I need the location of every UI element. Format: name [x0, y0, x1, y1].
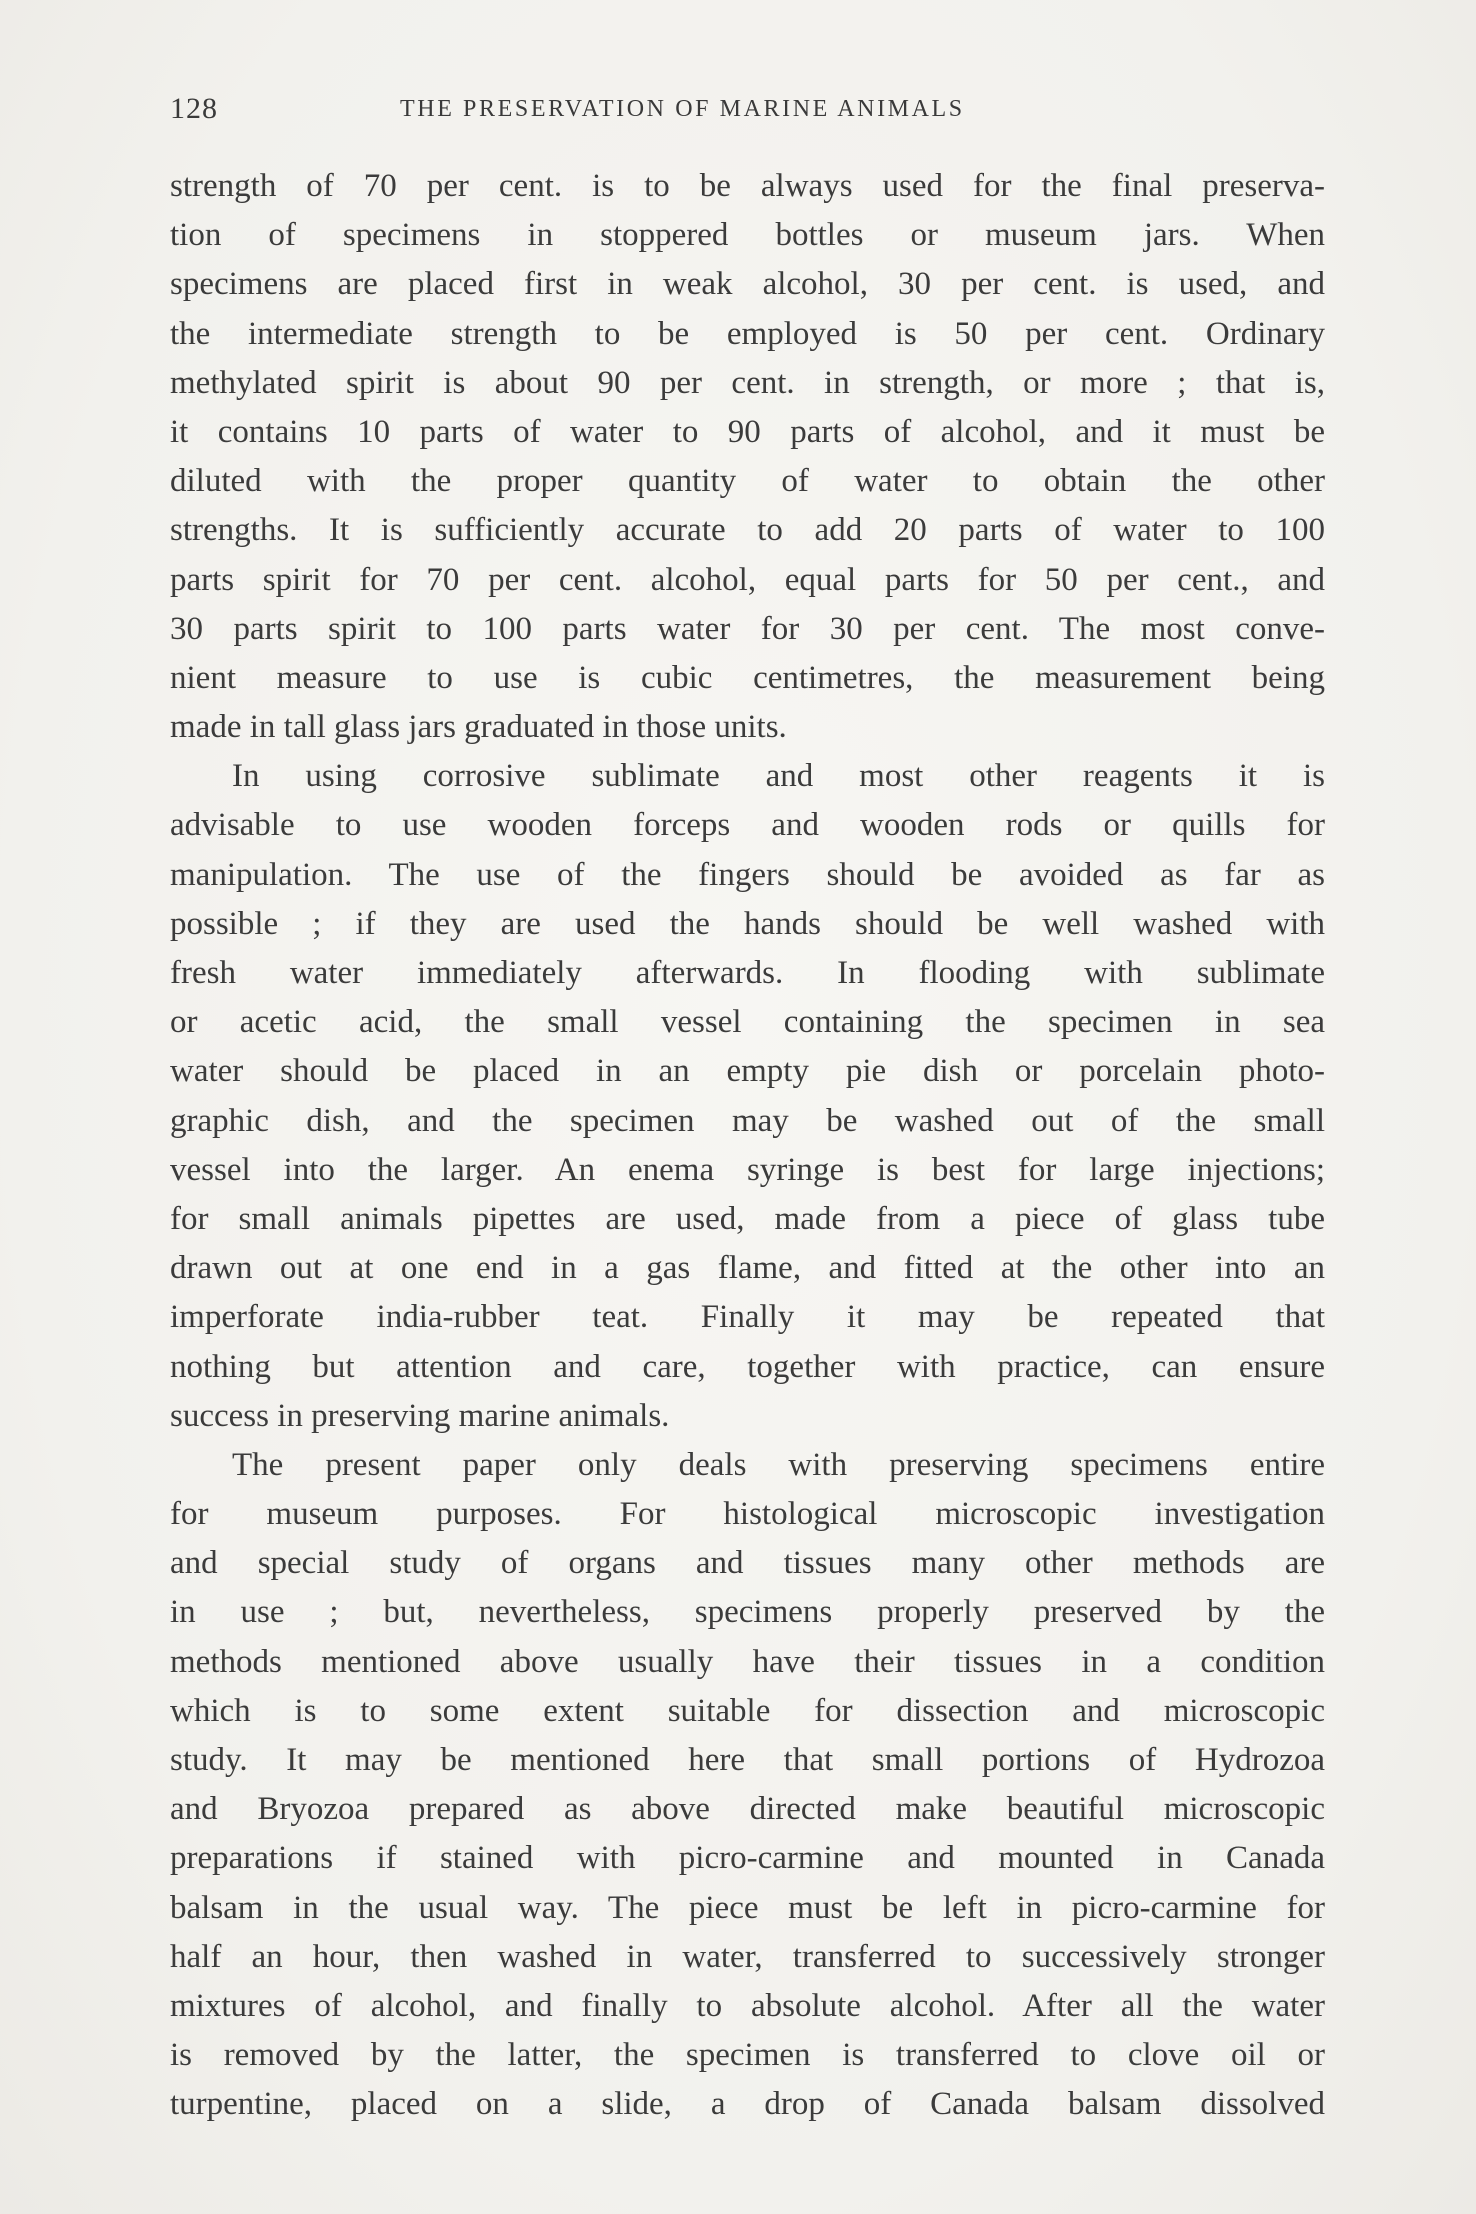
text-line: or acetic acid, the small vessel containing the specimen in sea — [170, 1004, 1325, 1041]
text-line: drawn out at one end in a gas flame, and fitted at the other into an — [170, 1250, 1325, 1287]
text-line: preparations if stained with picro-carmine and mounted in Canada — [170, 1840, 1325, 1877]
text-line: in use ; but, nevertheless, specimens properly preserved by the — [170, 1594, 1325, 1631]
text-line: methods mentioned above usually have their tissues in a condition — [170, 1643, 1325, 1680]
text-line: strengths. It is sufficiently accurate to add 20 parts of water to 100 — [170, 512, 1325, 549]
text-line: imperforate india-rubber teat. Finally it may be repeated that — [170, 1299, 1325, 1336]
paragraph-end-line: success in preserving marine animals. — [170, 1397, 670, 1434]
text-line: which is to some extent suitable for dissection and microscopic — [170, 1692, 1325, 1729]
text-line: advisable to use wooden forceps and wooden rods or quills for — [170, 807, 1325, 844]
text-line: specimens are placed first in weak alcohol, 30 per cent. is used, and — [170, 266, 1325, 303]
text-line: water should be placed in an empty pie dish or porcelain photo- — [170, 1053, 1325, 1090]
body-text — [170, 162, 1325, 2130]
text-line: 30 parts spirit to 100 parts water for 30 per cent. The most conve- — [170, 610, 1325, 647]
text-line: study. It may be mentioned here that small portions of Hydrozoa — [170, 1742, 1325, 1778]
text-line: the intermediate strength to be employed is 50 per cent. Ordinary — [170, 315, 1325, 352]
text-line: for small animals pipettes are used, made from a piece of glass tube — [170, 1200, 1325, 1237]
page-number: 128 — [170, 92, 218, 125]
text-line: is removed by the latter, the specimen is transferred to clove oil or — [170, 2037, 1325, 2074]
text-line: strength of 70 per cent. is to be always used for the final preserva- — [170, 168, 1325, 204]
text-line: graphic dish, and the specimen may be washed out of the small — [170, 1102, 1325, 1139]
text-line: manipulation. The use of the fingers should be avoided as far as — [170, 856, 1325, 893]
text-line: parts spirit for 70 per cent. alcohol, equal parts for 50 per cent., and — [170, 561, 1325, 598]
text-line: nothing but attention and care, together with practice, can ensure — [170, 1348, 1325, 1385]
text-line: and Bryozoa prepared as above directed make beautiful microscopic — [170, 1791, 1325, 1828]
page-header — [170, 92, 1330, 132]
paragraph-start-line: The present paper only deals with preserving specimens entire — [232, 1446, 1325, 1483]
text-line: it contains 10 parts of water to 90 parts of alcohol, and it must be — [170, 413, 1325, 450]
text-line: and special study of organs and tissues many other methods are — [170, 1545, 1325, 1582]
text-line: half an hour, then washed in water, transferred to successively stronger — [170, 1938, 1325, 1975]
text-line: for museum purposes. For histological microscopic investigation — [170, 1496, 1325, 1533]
text-line: turpentine, placed on a slide, a drop of Canada balsam dissolved — [170, 2086, 1325, 2123]
text-line: fresh water immediately afterwards. In flooding with sublimate — [170, 955, 1325, 991]
text-line: diluted with the proper quantity of water to obtain the other — [170, 463, 1325, 500]
text-line: mixtures of alcohol, and finally to absolute alcohol. After all the water — [170, 1987, 1325, 2024]
running-head: THE PRESERVATION OF MARINE ANIMALS — [400, 96, 965, 122]
text-line: possible ; if they are used the hands should be well washed with — [170, 905, 1325, 942]
paragraph-end-line: made in tall glass jars graduated in those units. — [170, 709, 787, 746]
paragraph-start-line: In using corrosive sublimate and most other reagents it is — [232, 758, 1325, 795]
text-line: tion of specimens in stoppered bottles or museum jars. When — [170, 217, 1325, 254]
text-line: methylated spirit is about 90 per cent. in strength, or more ; that is, — [170, 364, 1325, 401]
text-line: balsam in the usual way. The piece must be left in picro-carmine for — [170, 1889, 1325, 1926]
text-line: vessel into the larger. An enema syringe is best for large injections; — [170, 1151, 1325, 1188]
text-line: nient measure to use is cubic centimetres, the measurement being — [170, 659, 1325, 696]
